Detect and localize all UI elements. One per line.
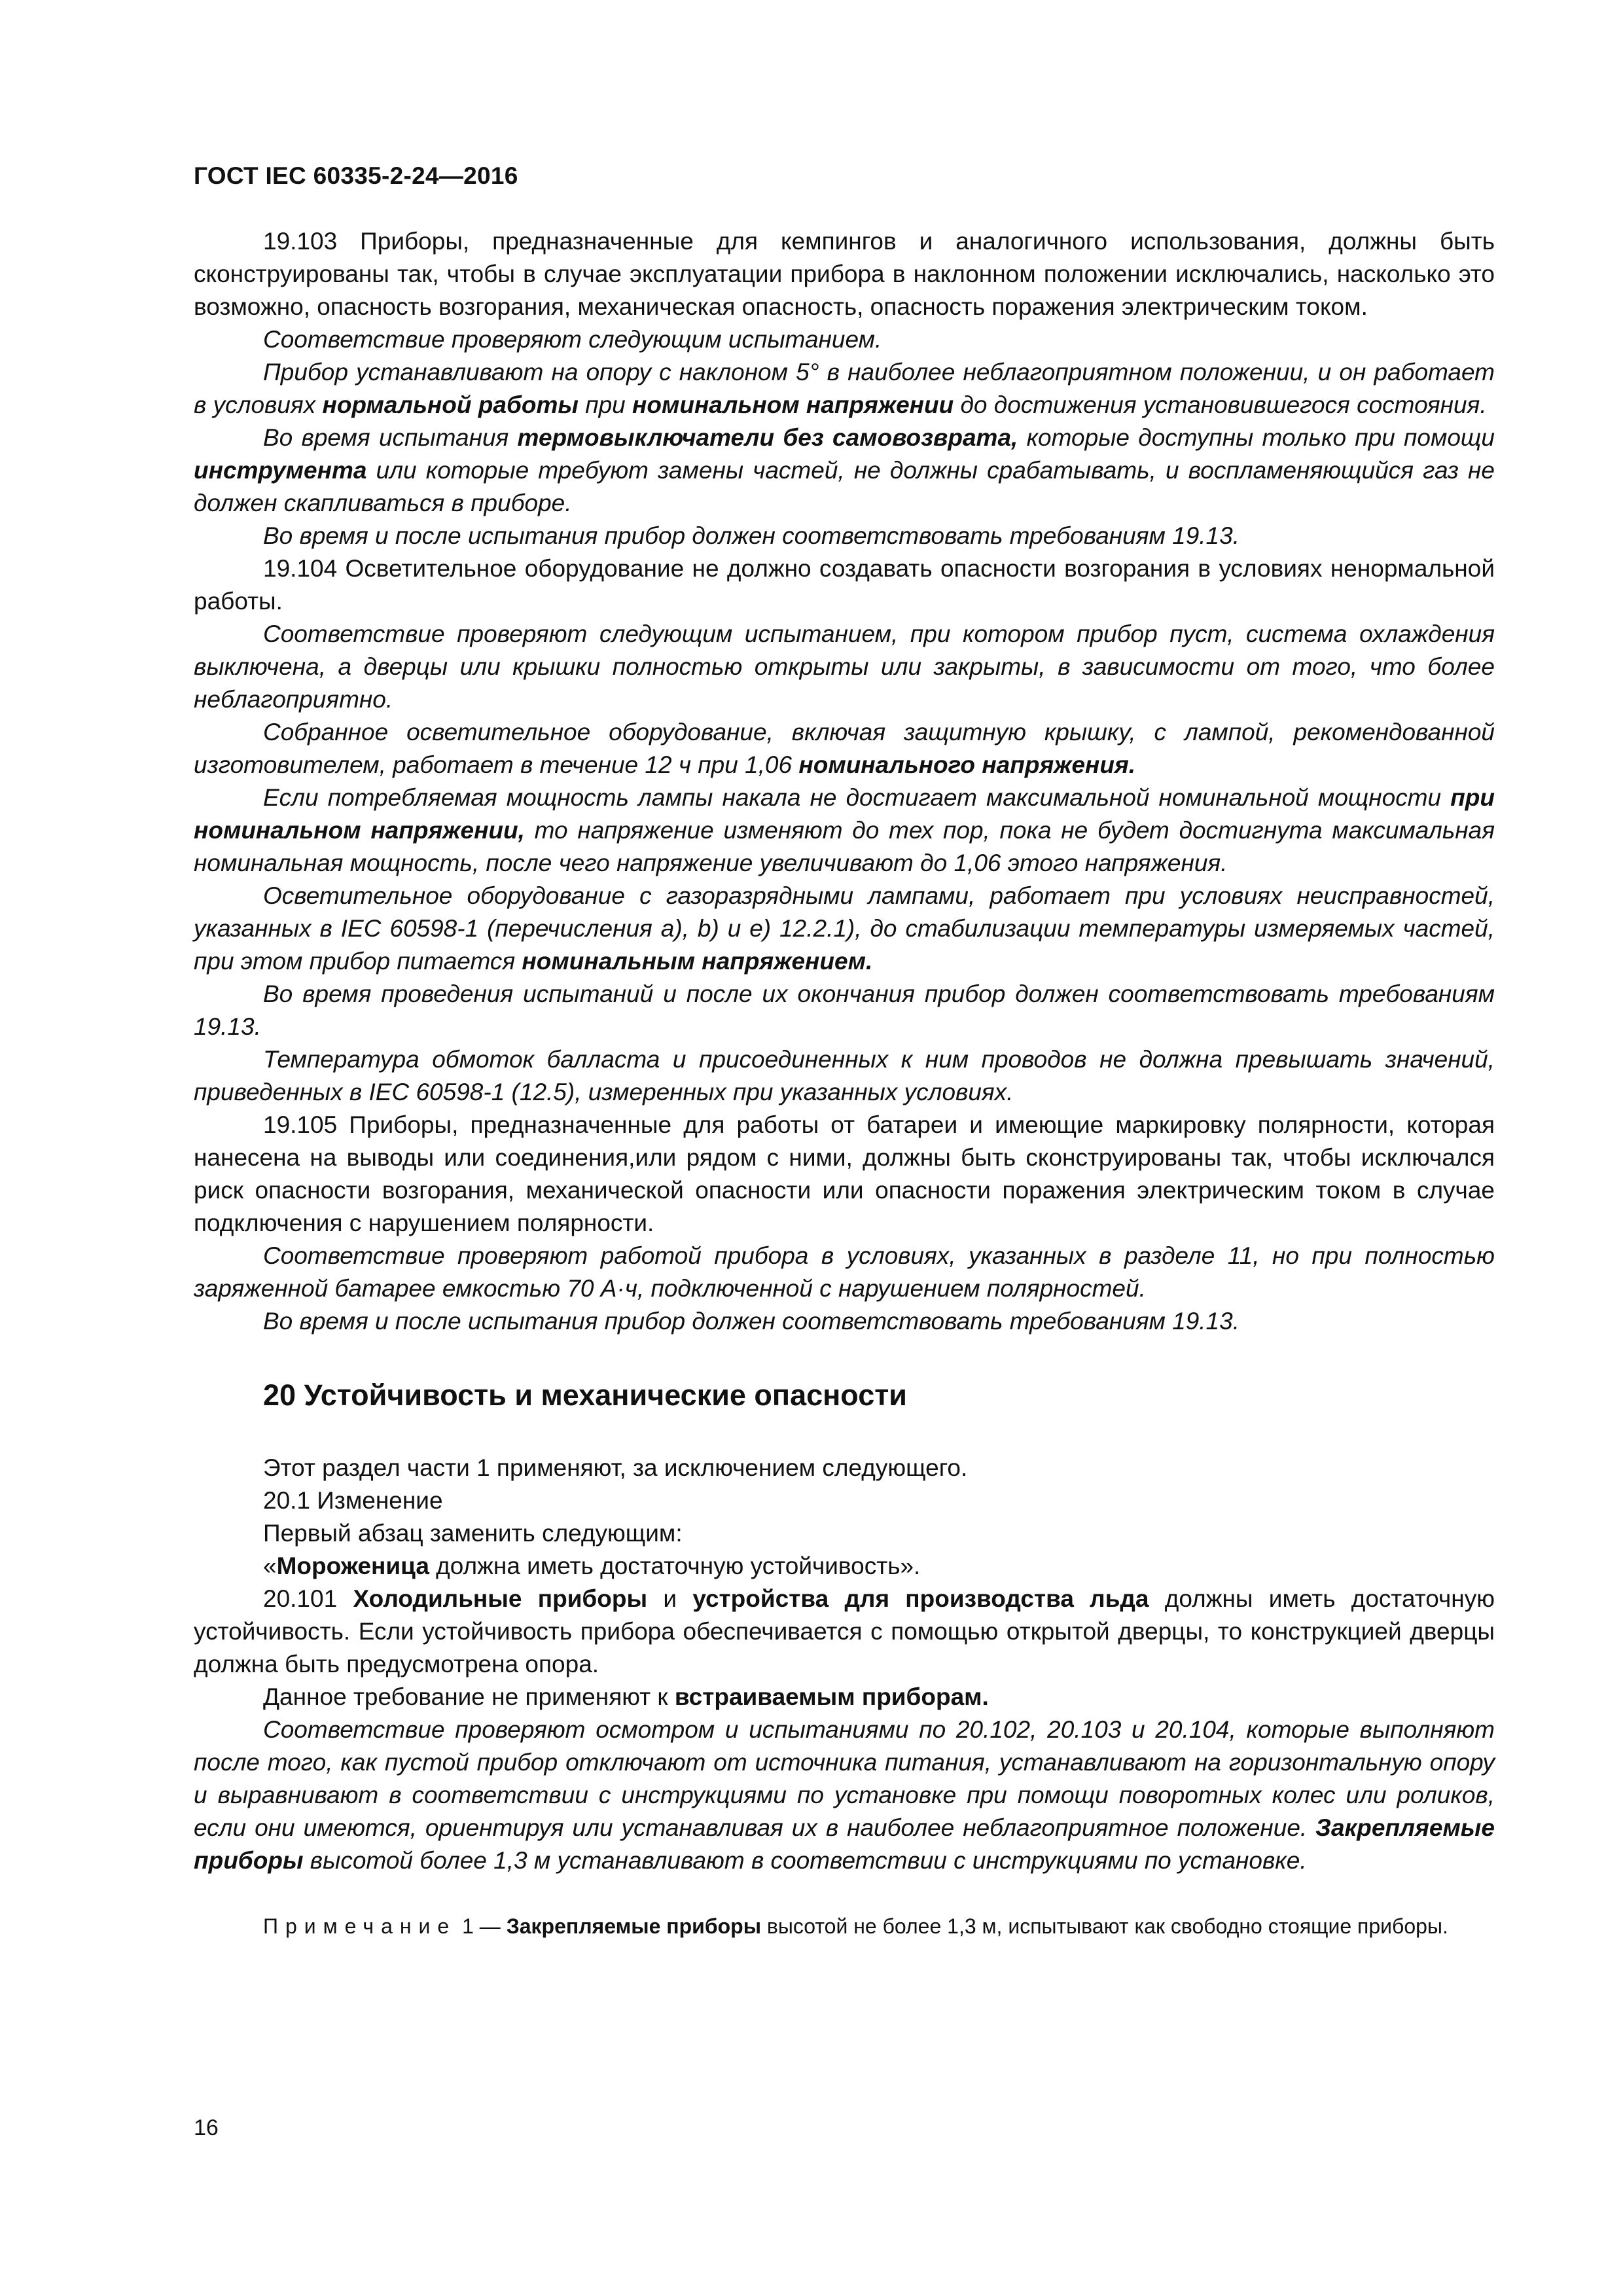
paragraph-text: 20.101	[263, 1585, 353, 1612]
page-number: 16	[194, 2115, 219, 2140]
paragraph-text: Соответствие проверяют работой прибора в условиях, указанных в разделе 11, но при полностью заряженной батарее емкостью 70 А·ч, подключенной с нарушением полярностей.	[194, 1242, 1495, 1302]
section-title: 20 Устойчивость и механические опасности	[263, 1378, 907, 1412]
bold-term: Закрепляемые приборы	[194, 1814, 1495, 1874]
bold-term: номинального напряжения.	[798, 751, 1136, 778]
paragraph-text: Во время испытания	[263, 424, 518, 451]
paragraph	[194, 552, 1495, 618]
paragraph-text: должна иметь достаточную устойчивость».	[429, 1552, 921, 1579]
paragraph	[194, 1043, 1495, 1109]
paragraph-text: Собранное осветительное оборудование, включая защитную крышку, с лампой, рекомендованной изготовителем, работает в течение 12 ч при 1,06	[194, 719, 1495, 778]
paragraph	[194, 781, 1495, 880]
bold-term: Мороженица	[276, 1552, 429, 1579]
paragraph-text: Прибор устанавливают на опору с наклоном 5° в наиболее неблагоприятном положении, и он работает в условиях	[194, 359, 1495, 418]
paragraph-text: 20.1 Изменение	[263, 1487, 443, 1514]
paragraph-text: Температура обмоток балласта и присоединенных к ним проводов не должна превышать значений, приведенных в IEC 60598-1 (12.5), измеренных при указанных условиях.	[194, 1046, 1495, 1105]
paragraph	[194, 520, 1495, 552]
paragraph-text: Во время и после испытания прибор должен соответствовать требованиям 19.13.	[263, 1308, 1240, 1335]
page-content	[194, 225, 1495, 1941]
paragraph	[194, 1109, 1495, 1240]
paragraph-text: 19.105 Приборы, предназначенные для работы от батареи и имеющие маркировку полярности, которая нанесена на выводы или соединения,или рядом с ними, должны быть сконструированы так, чтобы исключался риск опасности возгорания, механической опасности или опасности поражения электрическим током в случае подключения с нарушением полярности.	[194, 1111, 1495, 1236]
paragraph-text: Этот раздел части 1 применяют, за исключением следующего.	[263, 1454, 968, 1481]
paragraph	[194, 356, 1495, 422]
paragraph	[194, 1305, 1495, 1338]
paragraph	[194, 978, 1495, 1043]
paragraph	[194, 618, 1495, 716]
paragraph-text: то напряжение изменяют до тех пор, пока не будет достигнута максимальная номинальная мощность, после чего напряжение увеличивают до 1,06 этого напряжения.	[194, 817, 1495, 876]
paragraph-text: Во время и после испытания прибор должен соответствовать требованиям 19.13.	[263, 522, 1240, 549]
paragraph	[194, 1484, 1495, 1517]
paragraph-text: которые доступны только при помощи	[1018, 424, 1495, 451]
bold-term: устройства для производства льда	[692, 1585, 1149, 1612]
paragraph-text: Первый абзац заменить следующим:	[263, 1520, 683, 1547]
paragraph-text: Во время проведения испытаний и после их окончания прибор должен соответствовать требованиям 19.13.	[194, 980, 1495, 1040]
bold-term: термовыключатели без самовозврата,	[517, 424, 1018, 451]
paragraph-text: должны иметь достаточную устойчивость. Если устойчивость прибора обеспечивается с помощью открытой дверцы, то конструкцией дверцы должна быть предусмотрена опора.	[194, 1585, 1495, 1677]
note-label: Примечание	[263, 1914, 457, 1938]
bold-term: инструмента	[194, 457, 367, 484]
paragraph-text: 19.103 Приборы, предназначенные для кемпингов и аналогичного использования, должны быть сконструированы так, чтобы в случае эксплуатации прибора в наклонном положении исключались, насколько это возможно, опасность возгорания, механическая опасность, опасность поражения электрическим током.	[194, 228, 1495, 320]
paragraph	[194, 1583, 1495, 1681]
paragraph-text: или которые требуют замены частей, не должны срабатывать, и воспламеняющийся газ не должен скапливаться в приборе.	[194, 457, 1495, 516]
paragraph	[194, 1517, 1495, 1550]
paragraph	[194, 1681, 1495, 1713]
paragraph	[194, 1550, 1495, 1583]
paragraph-text: Осветительное оборудование с газоразрядными лампами, работает при условиях неисправностей, указанных в IEC 60598-1 (перечисления a), b) и e) 12.2.1), до стабилизации температуры измеряемых частей, при этом прибор питается	[194, 882, 1495, 975]
paragraph	[194, 225, 1495, 323]
paragraph-text: «	[263, 1552, 277, 1579]
document-header: ГОСТ IEC 60335-2-24—2016	[194, 162, 518, 189]
note-number: 1 —	[456, 1914, 507, 1938]
paragraph-text: Соответствие проверяют осмотром и испытаниями по 20.102, 20.103 и 20.104, которые выполняют после того, как пустой прибор отключают от источника питания, устанавливают на горизонтальную опору и выравнивают в соответствии с инструкциями по установке при помощи поворотных колес или роликов, если они имеются, ориентируя или устанавливая их в наиболее неблагоприятное положение.	[194, 1716, 1495, 1841]
paragraph-text: Соответствие проверяют следующим испытанием.	[263, 326, 882, 353]
paragraph	[194, 1713, 1495, 1877]
paragraph	[194, 323, 1495, 356]
paragraph-text: 19.104 Осветительное оборудование не должно создавать опасности возгорания в условиях ненормальной работы.	[194, 555, 1495, 615]
bold-term: номинальном напряжении	[632, 391, 954, 418]
paragraph	[194, 880, 1495, 978]
paragraph-text: и	[647, 1585, 693, 1612]
bold-term: номинальным напряжением.	[522, 948, 873, 975]
note-bold-term: Закрепляемые приборы	[506, 1914, 762, 1938]
paragraph-text: Соответствие проверяют следующим испытанием, при котором прибор пуст, система охлаждения выключена, а дверцы или крышки полностью открыты или закрыты, в зависимости от того, что более неблагоприятно.	[194, 620, 1495, 713]
paragraph	[194, 422, 1495, 520]
paragraph-text: высотой более 1,3 м устанавливают в соответствии с инструкциями по установке.	[303, 1847, 1307, 1874]
bold-term: Холодильные приборы	[353, 1585, 648, 1612]
clause-20-text	[194, 1452, 1495, 1877]
paragraph-text: при	[578, 391, 633, 418]
bold-term: при номинальном напряжении,	[194, 784, 1495, 844]
note	[194, 1911, 1495, 1941]
clause-19-text	[194, 225, 1495, 1338]
paragraph	[194, 716, 1495, 781]
paragraph	[194, 1240, 1495, 1305]
paragraph-text: Если потребляемая мощность лампы накала не достигает максимальной номинальной мощности	[263, 784, 1451, 811]
bold-term: нормальной работы	[322, 391, 579, 418]
paragraph-text: до достижения установившегося состояния.	[954, 391, 1487, 418]
bold-term: встраиваемым приборам.	[674, 1683, 989, 1710]
paragraph-text: Данное требование не применяют к	[263, 1683, 675, 1710]
paragraph	[194, 1452, 1495, 1484]
note-text: высотой не более 1,3 м, испытывают как свободно стоящие приборы.	[761, 1914, 1448, 1938]
